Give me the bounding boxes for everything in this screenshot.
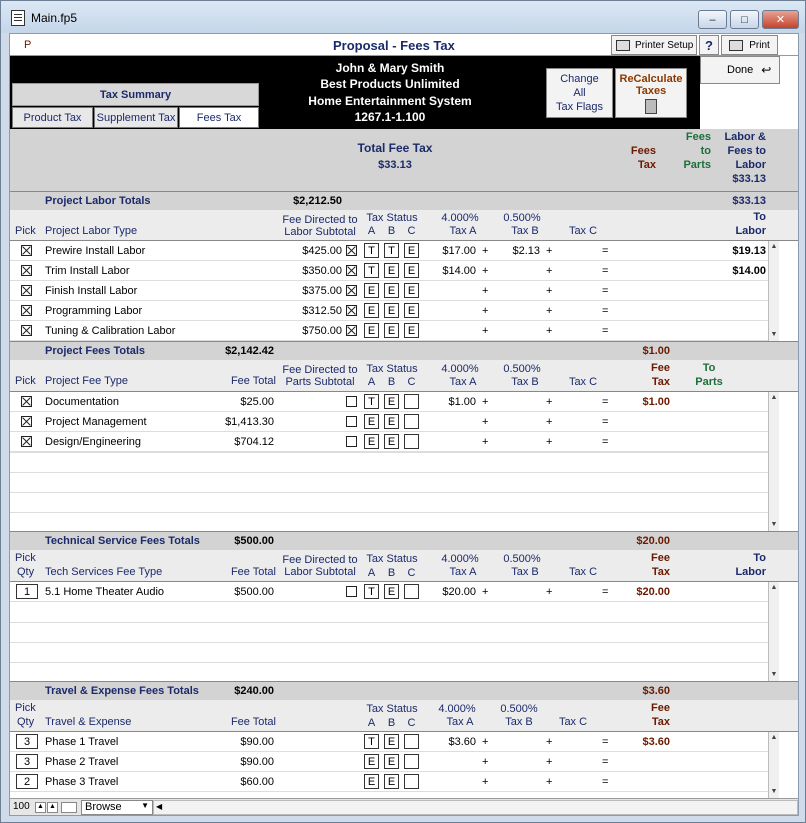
tax-status-c-field[interactable] <box>404 754 419 769</box>
tax-status-b-field[interactable]: E <box>384 394 399 409</box>
labor-col-fd2: Labor Subtotal <box>284 226 356 238</box>
travel-scrollbar[interactable]: ▲ ▼ <box>768 732 779 798</box>
fees-col-rate-a: 4.000% <box>441 363 479 375</box>
travel-col-b: B <box>387 717 396 729</box>
equals-sign: = <box>602 586 609 598</box>
tax-status-b-field[interactable]: E <box>384 754 399 769</box>
row-divider <box>10 622 768 623</box>
tax-status-a-field[interactable]: T <box>364 394 379 409</box>
tab-fees-tax[interactable]: Fees Tax <box>179 107 259 128</box>
travel-col-feetax-1: Fee <box>651 702 670 714</box>
calculator-icon <box>645 99 657 114</box>
equals-sign: = <box>602 325 609 337</box>
tech-col-rate-b: 0.500% <box>503 553 541 565</box>
divider <box>10 240 798 241</box>
window-title: Main.fp5 <box>31 11 78 25</box>
fee-tax-value: $3.60 <box>642 736 670 748</box>
total-fee-tax-value: $33.13 <box>378 159 412 171</box>
tax-status-b-field[interactable]: E <box>384 434 399 449</box>
fee-directed-checkbox[interactable] <box>346 396 357 407</box>
tab-tax-summary[interactable]: Tax Summary <box>12 83 259 106</box>
row-divider <box>10 260 768 261</box>
total-fee-tax-label: Total Fee Tax <box>357 141 433 155</box>
row-amount: $375.00 <box>302 285 342 297</box>
printer-icon <box>729 40 743 51</box>
equals-sign: = <box>602 416 609 428</box>
row-amount: $425.00 <box>302 245 342 257</box>
divider <box>10 731 798 732</box>
fee-directed-checkbox[interactable] <box>346 436 357 447</box>
printer-setup-label: Printer Setup <box>635 39 694 51</box>
labor-col-tax-c: Tax C <box>568 225 598 237</box>
row-divider <box>10 452 768 453</box>
row-name: Project Management <box>45 416 147 428</box>
labor-section-title: Project Labor Totals <box>45 195 151 207</box>
row-amount: $25.00 <box>240 396 274 408</box>
row-divider <box>10 411 768 412</box>
fees-tax-header-2: Tax <box>637 159 656 171</box>
client-name: John & Mary Smith <box>335 61 445 75</box>
tech-section-title: Technical Service Fees Totals <box>45 535 200 547</box>
tech-scrollbar[interactable]: ▲ ▼ <box>768 582 779 681</box>
tax-status-b-field[interactable]: E <box>384 263 399 278</box>
fees-col-fd2: Parts Subtotal <box>285 376 355 388</box>
fee-tax-value: $1.00 <box>642 396 670 408</box>
fee-directed-checkbox[interactable] <box>346 325 357 336</box>
quantity-field[interactable]: 1 <box>16 584 38 599</box>
close-button[interactable]: ✕ <box>762 10 799 29</box>
tax-a-value: $17.00 <box>442 245 476 257</box>
tech-section-total: $500.00 <box>234 535 274 547</box>
return-arrow-icon: ↩ <box>761 63 772 77</box>
tax-status-c-field[interactable] <box>404 414 419 429</box>
tax-status-a-field[interactable]: E <box>364 283 379 298</box>
plus-sign: + <box>482 736 489 748</box>
travel-col-tax-c: Tax C <box>558 716 588 728</box>
fees-col-taxstatus: Tax Status <box>366 363 418 375</box>
plus-sign: + <box>546 265 553 277</box>
travel-col-a: A <box>367 717 376 729</box>
tax-status-a-field[interactable]: T <box>364 263 379 278</box>
row-divider <box>10 512 768 513</box>
plus-sign: + <box>482 265 489 277</box>
tax-status-b-field[interactable]: E <box>384 303 399 318</box>
tech-col-rate-a: 4.000% <box>441 553 479 565</box>
equals-sign: = <box>602 245 609 257</box>
tech-col-a: A <box>367 567 376 579</box>
pick-checkbox[interactable] <box>21 285 32 296</box>
fees-tax-header-1: Fees <box>630 145 656 157</box>
fees-col-pick: Pick <box>15 375 36 387</box>
tab-product-tax[interactable]: Product Tax <box>12 107 93 128</box>
fees-right-total: $1.00 <box>642 345 670 357</box>
pick-checkbox[interactable] <box>21 325 32 336</box>
minimize-button[interactable]: – <box>698 10 727 29</box>
tax-status-b-field[interactable]: E <box>384 414 399 429</box>
tax-status-c-field[interactable] <box>404 734 419 749</box>
travel-section-title: Travel & Expense Fees Totals <box>45 685 199 697</box>
status-area-toggle-icon[interactable] <box>61 802 77 813</box>
header-bar <box>10 34 798 56</box>
zoom-out-icon[interactable]: ▲ <box>35 802 46 813</box>
equals-sign: = <box>602 265 609 277</box>
tax-status-a-field[interactable]: E <box>364 434 379 449</box>
fees-section-title: Project Fees Totals <box>45 345 146 357</box>
plus-sign: + <box>546 325 553 337</box>
tech-col-fd1: Fee Directed to <box>282 554 358 566</box>
tax-status-c-field[interactable] <box>404 434 419 449</box>
tax-a-value: $1.00 <box>448 396 476 408</box>
row-amount: $750.00 <box>302 325 342 337</box>
labor-section-total: $2,212.50 <box>293 195 342 207</box>
row-amount: $312.50 <box>302 305 342 317</box>
row-name: Tuning & Calibration Labor <box>45 325 176 337</box>
row-amount: $90.00 <box>240 736 274 748</box>
tax-b-value: $2.13 <box>512 245 540 257</box>
fees-col-feetax-2: Tax <box>651 376 670 388</box>
tech-col-qty: Qty <box>17 566 35 578</box>
row-divider <box>10 662 768 663</box>
fee-directed-checkbox[interactable] <box>346 305 357 316</box>
fee-directed-checkbox[interactable] <box>346 245 357 256</box>
plus-sign: + <box>482 305 489 317</box>
travel-col-taxstatus: Tax Status <box>366 703 418 715</box>
change-all-label-1: Change <box>560 73 599 85</box>
pick-checkbox[interactable] <box>21 416 32 427</box>
plus-sign: + <box>482 245 489 257</box>
change-all-label-2: All <box>573 87 586 99</box>
fees-col-a: A <box>367 376 376 388</box>
row-amount: $704.12 <box>234 436 274 448</box>
tax-a-value: $20.00 <box>442 586 476 598</box>
tech-col-feetax-1: Fee <box>651 552 670 564</box>
equals-sign: = <box>602 756 609 768</box>
change-all-tax-flags-button[interactable] <box>546 68 613 118</box>
tech-col-feetax-2: Tax <box>651 566 670 578</box>
tech-col-c: C <box>407 567 416 579</box>
row-divider <box>10 280 768 281</box>
row-divider <box>10 472 768 473</box>
fees-col-toparts-1: To <box>702 362 716 374</box>
labor-col-a: A <box>367 225 376 237</box>
tech-col-total: Fee Total <box>230 566 276 578</box>
tax-a-value: $14.00 <box>442 265 476 277</box>
client-system: Home Entertainment System <box>308 94 472 108</box>
labor-col-pick: Pick <box>15 225 36 237</box>
tech-col-b: B <box>387 567 396 579</box>
labor-col-b: B <box>387 225 396 237</box>
plus-sign: + <box>546 416 553 428</box>
row-divider <box>10 320 768 321</box>
row-amount: $350.00 <box>302 265 342 277</box>
pick-checkbox[interactable] <box>21 436 32 447</box>
print-button[interactable] <box>721 35 778 55</box>
horizontal-scrollbar[interactable] <box>153 800 798 815</box>
fees-col-rate-b: 0.500% <box>503 363 541 375</box>
fees-col-tax-a: Tax A <box>449 376 477 388</box>
scroll-left-icon: ◀ <box>156 802 163 811</box>
plus-sign: + <box>546 776 553 788</box>
fees-to-parts-header-1: Fees <box>685 131 711 143</box>
row-name: Programming Labor <box>45 305 143 317</box>
row-name: Prewire Install Labor <box>45 245 146 257</box>
equals-sign: = <box>602 436 609 448</box>
travel-col-pick: Pick <box>15 702 36 714</box>
fee-tax-value: $20.00 <box>636 586 670 598</box>
row-divider <box>10 431 768 432</box>
chevron-down-icon: ▼ <box>141 801 149 810</box>
printer-icon <box>616 40 630 51</box>
tax-status-c-field[interactable] <box>404 394 419 409</box>
travel-col-qty: Qty <box>17 716 35 728</box>
labor-col-c: C <box>407 225 416 237</box>
tech-col-taxstatus: Tax Status <box>366 553 418 565</box>
fees-col-b: B <box>387 376 396 388</box>
labor-col-rate-b: 0.500% <box>503 212 541 224</box>
mode-select-value: Browse <box>85 801 122 813</box>
tech-col-pick: Pick <box>15 552 36 564</box>
done-button[interactable] <box>700 56 780 84</box>
plus-sign: + <box>546 736 553 748</box>
tech-col-fd2: Labor Subtotal <box>284 566 356 578</box>
row-amount: $1,413.30 <box>225 416 274 428</box>
print-label: Print <box>749 39 770 51</box>
tech-col-tolabor-1: To <box>753 552 766 564</box>
pick-checkbox[interactable] <box>21 245 32 256</box>
equals-sign: = <box>602 736 609 748</box>
plus-sign: + <box>546 285 553 297</box>
labor-col-fd1: Fee Directed to <box>282 214 358 226</box>
tax-status-c-field[interactable] <box>404 584 419 599</box>
tax-status-b-field[interactable]: E <box>384 584 399 599</box>
plus-sign: + <box>482 586 489 598</box>
plus-sign: + <box>482 285 489 297</box>
pick-checkbox[interactable] <box>21 265 32 276</box>
equals-sign: = <box>602 285 609 297</box>
done-label: Done <box>727 64 754 76</box>
tech-col-type: Tech Services Fee Type <box>45 566 163 578</box>
maximize-button[interactable]: □ <box>730 10 759 29</box>
equals-sign: = <box>602 305 609 317</box>
plus-sign: + <box>482 396 489 408</box>
travel-section-total: $240.00 <box>234 685 274 697</box>
tech-col-tax-c: Tax C <box>568 566 598 578</box>
row-name: Phase 1 Travel <box>45 736 119 748</box>
help-button[interactable]: ? <box>699 35 719 55</box>
travel-col-rate-b: 0.500% <box>500 703 538 715</box>
fees-col-tax-c: Tax C <box>568 376 598 388</box>
tax-status-c-field[interactable] <box>404 774 419 789</box>
fee-directed-checkbox[interactable] <box>346 416 357 427</box>
tax-status-a-field[interactable]: E <box>364 414 379 429</box>
fees-col-fd1: Fee Directed to <box>282 364 358 376</box>
travel-col-feetax-2: Tax <box>651 716 670 728</box>
row-amount: $60.00 <box>240 776 274 788</box>
equals-sign: = <box>602 776 609 788</box>
to-labor-value: $14.00 <box>732 265 766 277</box>
labor-col-type: Project Labor Type <box>45 225 138 237</box>
labor-col-to-labor-1: To <box>753 211 766 223</box>
travel-col-c: C <box>407 717 416 729</box>
labor-total-value: $33.13 <box>732 173 766 185</box>
row-divider <box>10 300 768 301</box>
labor-scrollbar[interactable]: ▲ ▼ <box>768 241 779 341</box>
travel-col-total: Fee Total <box>230 716 276 728</box>
labor-header-2: Fees to <box>727 145 766 157</box>
tax-status-b-field[interactable]: T <box>384 243 399 258</box>
fees-col-tax-b: Tax B <box>511 376 539 388</box>
plus-sign: + <box>546 305 553 317</box>
tax-status-a-field[interactable]: T <box>364 243 379 258</box>
to-labor-value: $19.13 <box>732 245 766 257</box>
labor-col-rate-a: 4.000% <box>441 212 479 224</box>
row-name: Design/Engineering <box>45 436 142 448</box>
client-company: Best Products Unlimited <box>320 77 460 91</box>
divider <box>10 391 798 392</box>
fees-scrollbar[interactable]: ▲ ▼ <box>768 392 779 531</box>
tax-status-a-field[interactable]: E <box>364 754 379 769</box>
plus-sign: + <box>482 776 489 788</box>
travel-col-rate-a: 4.000% <box>438 703 476 715</box>
tax-status-b-field[interactable]: E <box>384 283 399 298</box>
plus-sign: + <box>546 586 553 598</box>
page-title: Proposal - Fees Tax <box>333 38 455 53</box>
pick-checkbox[interactable] <box>21 305 32 316</box>
document-icon <box>11 10 25 26</box>
row-divider <box>10 771 768 772</box>
plus-sign: + <box>546 436 553 448</box>
plus-sign: + <box>546 756 553 768</box>
plus-sign: + <box>482 416 489 428</box>
tax-status-b-field[interactable]: E <box>384 774 399 789</box>
mode-select[interactable] <box>81 800 153 815</box>
pick-checkbox[interactable] <box>21 396 32 407</box>
fees-col-c: C <box>407 376 416 388</box>
proposal-number: 1267.1-1.100 <box>354 110 426 124</box>
tax-status-c-field[interactable]: E <box>404 263 419 278</box>
fees-col-toparts-2: Parts <box>695 376 723 388</box>
tech-col-tax-a: Tax A <box>449 566 477 578</box>
change-all-label-3: Tax Flags <box>555 101 604 113</box>
status-bar <box>10 798 798 816</box>
tech-col-tolabor-2: Labor <box>735 566 766 578</box>
plus-sign: + <box>482 756 489 768</box>
row-amount: $90.00 <box>240 756 274 768</box>
row-divider <box>10 601 768 602</box>
row-name: Finish Install Labor <box>45 285 138 297</box>
quantity-field[interactable]: 3 <box>16 734 38 749</box>
labor-header-1: Labor & <box>724 131 766 143</box>
mode-label: P <box>24 39 32 51</box>
row-amount: $500.00 <box>234 586 274 598</box>
tech-right-total: $20.00 <box>636 535 670 547</box>
fees-to-parts-header-3: Parts <box>683 159 711 171</box>
labor-col-tax-a: Tax A <box>449 225 477 237</box>
row-name: 5.1 Home Theater Audio <box>45 586 165 598</box>
row-divider <box>10 751 768 752</box>
plus-sign: + <box>482 436 489 448</box>
labor-col-to-labor-2: Labor <box>735 225 766 237</box>
tax-status-a-field[interactable]: T <box>364 584 379 599</box>
row-name: Phase 2 Travel <box>45 756 119 768</box>
travel-col-tax-a: Tax A <box>446 716 474 728</box>
tech-col-tax-b: Tax B <box>511 566 539 578</box>
travel-col-tax-b: Tax B <box>505 716 533 728</box>
recalculate-taxes-button[interactable] <box>615 68 687 118</box>
travel-col-type: Travel & Expense <box>45 716 132 728</box>
row-divider <box>10 642 768 643</box>
fees-to-parts-header-2: to <box>700 145 711 157</box>
tax-status-a-field[interactable]: T <box>364 734 379 749</box>
labor-col-tax-b: Tax B <box>511 225 539 237</box>
fees-col-feetax-1: Fee <box>651 362 670 374</box>
recalculate-label-1: ReCalculate <box>619 73 683 85</box>
fees-col-total: Fee Total <box>230 375 276 387</box>
equals-sign: = <box>602 396 609 408</box>
divider <box>10 581 798 582</box>
labor-header-3: Labor <box>735 159 766 171</box>
row-divider <box>10 791 768 792</box>
quantity-field[interactable]: 3 <box>16 754 38 769</box>
labor-right-total: $33.13 <box>732 195 766 207</box>
tax-status-c-field[interactable]: E <box>404 243 419 258</box>
quantity-field[interactable]: 2 <box>16 774 38 789</box>
plus-sign: + <box>482 325 489 337</box>
labor-col-taxstatus: Tax Status <box>366 212 418 224</box>
tax-status-b-field[interactable]: E <box>384 734 399 749</box>
recalculate-label-2: Taxes <box>635 85 667 97</box>
row-name: Phase 3 Travel <box>45 776 119 788</box>
fees-section-total: $2,142.42 <box>225 345 274 357</box>
tax-status-c-field[interactable]: E <box>404 323 419 338</box>
zoom-level[interactable]: 100 <box>13 801 30 812</box>
tax-status-c-field[interactable]: E <box>404 303 419 318</box>
layout-area <box>9 33 799 816</box>
zoom-in-icon[interactable]: ▲ <box>47 802 58 813</box>
fee-directed-checkbox[interactable] <box>346 265 357 276</box>
plus-sign: + <box>546 245 553 257</box>
plus-sign: + <box>546 396 553 408</box>
printer-setup-button[interactable] <box>611 35 697 55</box>
row-name: Documentation <box>45 396 119 408</box>
fee-directed-checkbox[interactable] <box>346 586 357 597</box>
travel-right-total: $3.60 <box>642 685 670 697</box>
row-divider <box>10 492 768 493</box>
tax-status-a-field[interactable]: E <box>364 303 379 318</box>
title-bar <box>1 1 805 33</box>
row-name: Trim Install Labor <box>45 265 130 277</box>
tax-status-a-field[interactable]: E <box>364 774 379 789</box>
tax-status-b-field[interactable]: E <box>384 323 399 338</box>
tax-status-a-field[interactable]: E <box>364 323 379 338</box>
fee-directed-checkbox[interactable] <box>346 285 357 296</box>
tax-a-value: $3.60 <box>448 736 476 748</box>
fees-col-type: Project Fee Type <box>45 375 128 387</box>
tab-supplement-tax[interactable]: Supplement Tax <box>94 107 178 128</box>
tax-status-c-field[interactable]: E <box>404 283 419 298</box>
